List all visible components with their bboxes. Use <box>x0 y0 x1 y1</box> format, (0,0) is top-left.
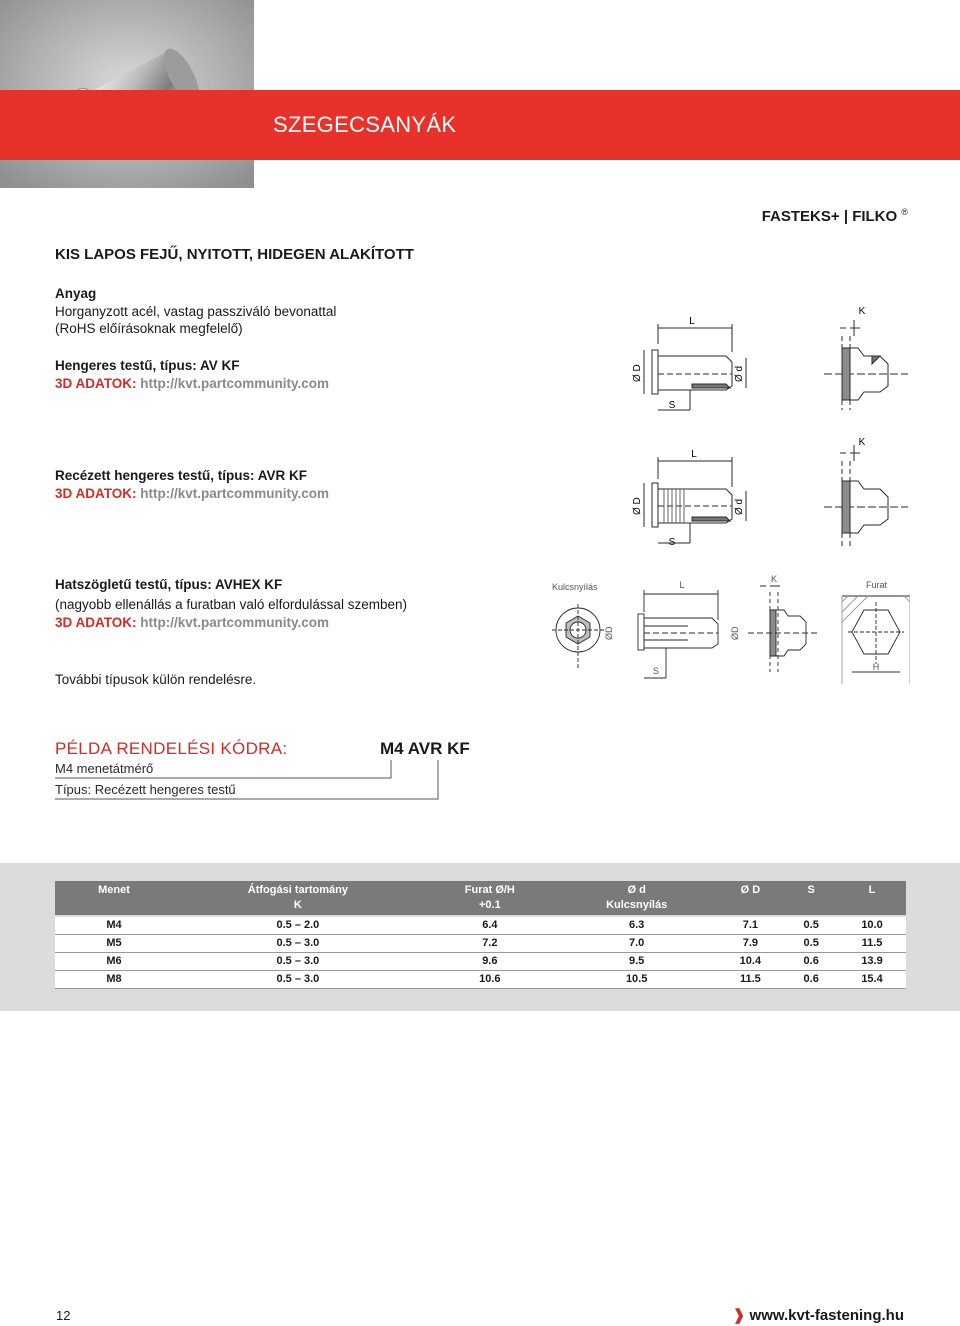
table-cell: 10.6 <box>423 970 557 988</box>
table-cell: 10.0 <box>838 916 906 934</box>
col-header-d: Ø d Kulcsnyílás <box>557 881 717 916</box>
order-example-title: PÉLDA RENDELÉSI KÓDRA: <box>55 739 288 758</box>
label-D: Ø D <box>632 364 643 382</box>
label-K: K <box>770 574 778 584</box>
table-cell: 9.5 <box>557 952 717 970</box>
table-cell: 11.5 <box>716 970 784 988</box>
table-cell: 0.5 – 2.0 <box>173 916 423 934</box>
code-thread: M4 <box>380 739 404 758</box>
variant-avhex-3d <box>55 614 329 631</box>
arrow-icon: ❱ <box>732 1307 746 1324</box>
col-header-S: S <box>784 881 838 916</box>
table-cell: 0.5 – 3.0 <box>173 934 423 952</box>
table-cell: 7.0 <box>557 934 717 952</box>
label-S: S <box>668 400 676 411</box>
order-example-line-2: Típus: Recézett hengeres testű <box>55 782 236 797</box>
label-S: S <box>668 537 676 548</box>
col-header-L: L <box>838 881 906 916</box>
variant-av-title: Hengeres testű, típus: AV KF <box>55 358 240 373</box>
3d-data-link[interactable]: http://kvt.partcommunity.com <box>140 615 330 630</box>
order-example-line-1: M4 menetátmérő <box>55 761 154 776</box>
more-types-note: További típusok külön rendelésre. <box>55 672 257 687</box>
table-cell: M5 <box>55 934 173 952</box>
brand-text: FASTEKS+ | FILKO <box>761 208 898 225</box>
variant-avhex-title: Hatszögletű testű, típus: AVHEX KF <box>55 577 283 592</box>
label-S: S <box>652 666 660 676</box>
col-header-atfogasi: Átfogási tartomány K <box>173 881 423 916</box>
variant-avhex-note: (nagyobb ellenállás a furatban való elfordulással szemben) <box>55 597 407 612</box>
table-row <box>55 970 906 988</box>
table-cell: 0.6 <box>784 952 838 970</box>
variant-av-3d <box>55 375 329 392</box>
3d-data-label: 3D ADATOK: <box>55 615 137 630</box>
col-header-menet: Menet <box>55 881 173 916</box>
website-link[interactable]: www.kvt-fastening.hu <box>749 1307 904 1324</box>
label-OD: ØD <box>730 626 740 640</box>
title-banner <box>0 90 960 160</box>
table-cell: 13.9 <box>838 952 906 970</box>
registered-mark: ® <box>901 207 908 217</box>
spec-table <box>55 881 906 989</box>
page-number: 12 <box>56 1308 71 1323</box>
label-L: L <box>689 316 695 327</box>
table-cell: 7.9 <box>716 934 784 952</box>
col-header-furat: Furat Ø/H +0.1 <box>423 881 557 916</box>
table-cell: 0.5 – 3.0 <box>173 952 423 970</box>
3d-data-label: 3D ADATOK: <box>55 486 137 501</box>
avr-kf-drawing <box>620 435 910 550</box>
order-example-code <box>380 739 470 759</box>
brand-label <box>762 207 908 225</box>
material-label: Anyag <box>55 286 97 301</box>
table-cell: 11.5 <box>838 934 906 952</box>
table-cell: 6.4 <box>423 916 557 934</box>
3d-data-link[interactable]: http://kvt.partcommunity.com <box>140 486 330 501</box>
label-d: Ø d <box>734 365 745 382</box>
product-heading: KIS LAPOS FEJŰ, NYITOTT, HIDEGEN ALAKÍTOTT <box>55 246 414 263</box>
label-H: H <box>872 662 880 672</box>
table-cell: 0.5 <box>784 916 838 934</box>
avhex-kf-drawing <box>548 572 910 684</box>
table-cell: 7.1 <box>716 916 784 934</box>
label-d: Ø d <box>734 498 745 515</box>
label-OD: ØD <box>604 626 614 640</box>
av-kf-drawing <box>620 300 910 420</box>
label-furat: Furat <box>866 580 888 590</box>
page-title: SZEGECSANYÁK <box>273 112 457 137</box>
label-L: L <box>679 580 685 590</box>
table-cell: 9.6 <box>423 952 557 970</box>
table-row <box>55 916 906 934</box>
table-cell: 6.3 <box>557 916 717 934</box>
table-row <box>55 952 906 970</box>
table-cell: M6 <box>55 952 173 970</box>
table-cell: M8 <box>55 970 173 988</box>
table-cell: 0.5 <box>784 934 838 952</box>
label-K: K <box>858 306 866 317</box>
table-header-row <box>55 881 906 916</box>
table-cell: 10.5 <box>557 970 717 988</box>
label-kulcsnyilas: Kulcsnyílás <box>552 582 598 592</box>
table-row <box>55 934 906 952</box>
code-type: AVR KF <box>407 739 470 758</box>
label-L: L <box>691 449 697 460</box>
table-cell: 10.4 <box>716 952 784 970</box>
3d-data-label: 3D ADATOK: <box>55 376 137 391</box>
website-footer <box>733 1306 904 1324</box>
label-D: Ø D <box>632 497 643 515</box>
table-cell: M4 <box>55 916 173 934</box>
variant-avr-title: Recézett hengeres testű, típus: AVR KF <box>55 468 308 483</box>
material-line-1: Horganyzott acél, vastag passziváló bevonattal <box>55 304 337 319</box>
table-cell: 7.2 <box>423 934 557 952</box>
table-cell: 0.5 – 3.0 <box>173 970 423 988</box>
3d-data-link[interactable]: http://kvt.partcommunity.com <box>140 376 330 391</box>
material-line-2: (RoHS előírásoknak megfelelő) <box>55 321 243 336</box>
col-header-D: Ø D <box>716 881 784 916</box>
table-cell: 0.6 <box>784 970 838 988</box>
table-cell: 15.4 <box>838 970 906 988</box>
variant-avr-3d <box>55 485 329 502</box>
label-K: K <box>858 437 866 448</box>
